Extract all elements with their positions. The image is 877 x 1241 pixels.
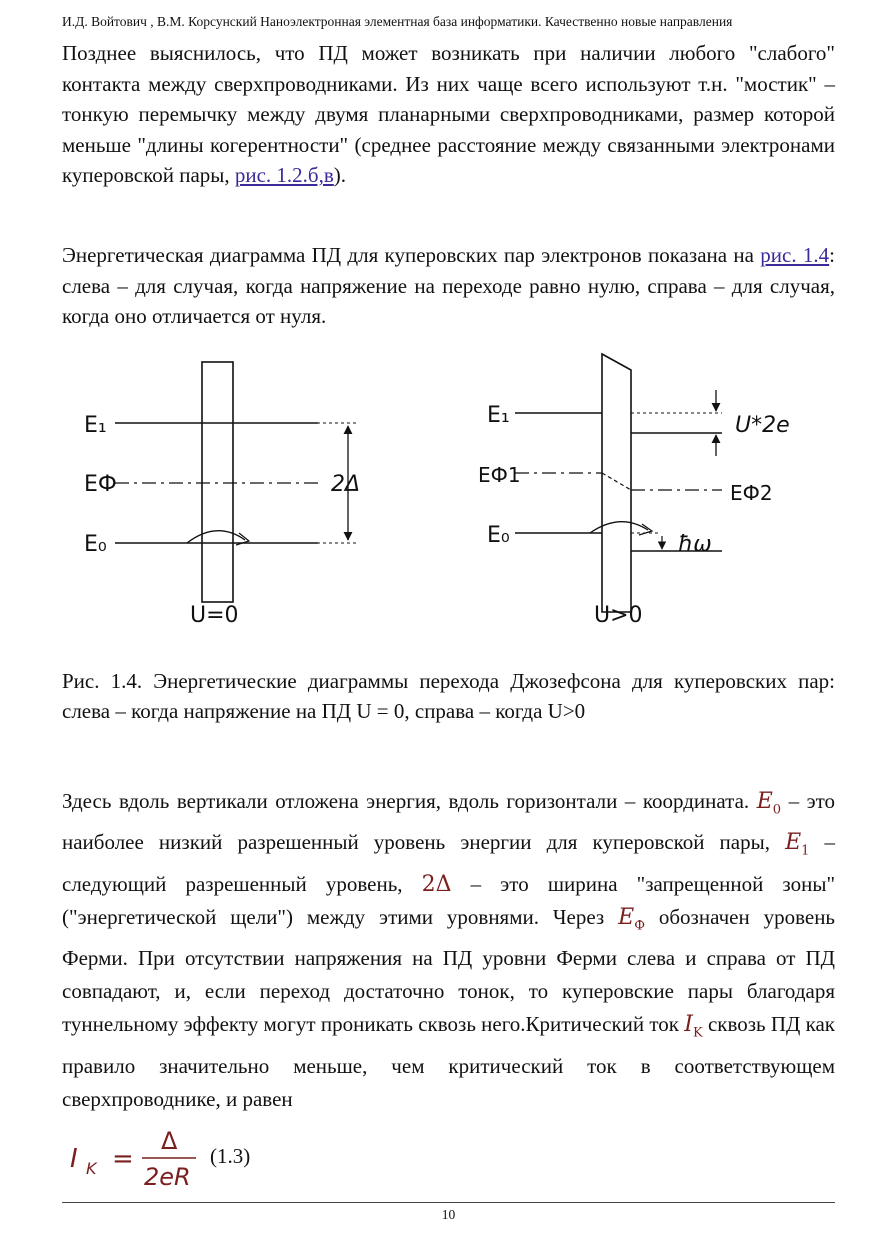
p3-s2: – это наиболее низкий разрешенный уровень энергии для куперовской пары,: [62, 789, 836, 855]
equation-number: (1.3): [210, 1144, 251, 1168]
label-e1-left: E₁: [84, 413, 107, 438]
figure-link-1-2[interactable]: рис. 1.2.б,в: [234, 163, 334, 187]
diagram-left: [115, 362, 361, 602]
label-ef1-right: EФ1: [478, 463, 521, 487]
label-gap: 2Δ: [331, 472, 361, 497]
barrier-left: [202, 362, 233, 602]
label-ef2-right: EФ2: [730, 481, 773, 505]
math-e1-base: E: [785, 830, 802, 856]
paragraph-2: [62, 240, 835, 332]
label-u2e: U*2e: [735, 413, 790, 438]
p3-s6: сквозь ПД как правило значительно меньше, чем критический ток в соответствующем сверхпроводнике, и равен: [62, 1012, 836, 1111]
paragraph-3: [62, 785, 835, 1116]
paragraph-2-post: : слева – для случая, когда напряжение на переходе равно нулю, справа – для случая, когда оно отличается от нуля.: [62, 243, 836, 328]
label-e0-left: E₀: [84, 532, 107, 557]
formula-eq: =: [112, 1144, 134, 1174]
label-u-zero: U=0: [190, 603, 239, 628]
barrier-right: [602, 354, 631, 612]
running-header: И.Д. Войтович , В.М. Корсунский Наноэлектронная элементная база информатики. Качественно новые направления: [62, 14, 733, 29]
figure-caption: Рис. 1.4. Энергетические диаграммы перехода Джозефсона для куперовских пар: слева – когда напряжение на ПД U = 0, справа – когда U>0: [62, 669, 835, 723]
energy-diagram-figure: [0, 340, 877, 650]
math-e0-base: E: [756, 789, 773, 814]
math-e1: [785, 830, 810, 859]
paragraph-1-tail: ).: [333, 163, 347, 187]
math-e1-sub: 1: [801, 843, 810, 859]
formula-lhs: I: [70, 1144, 78, 1174]
label-e1-right: E₁: [487, 403, 510, 428]
math-ik-base: I: [684, 1012, 693, 1038]
formula-num: Δ: [161, 1127, 178, 1155]
footer-rule: [62, 1202, 835, 1203]
paragraph-1-text: Позднее выяснилось, что ПД может возникать при наличии любого "слабого" контакта между сверхпроводниками. Из них чаще всего используют т.н. "мостик" – тонкую перемычку между двумя планарными сверхпроводниками, размер которой меньше "длины когерентности" (среднее расстояние между связанными электронами куперовской пары,: [62, 41, 835, 187]
label-e0-right: E₀: [487, 523, 510, 548]
math-e0-sub: 0: [772, 802, 782, 818]
p3-s3: – следующий разрешенный уровень,: [62, 830, 835, 896]
p3-s4: – это ширина "запрещенной зоны" ("энергетической щели") между этими уровнями. Через: [62, 871, 836, 929]
math-ik: [684, 1012, 703, 1041]
diagram-right: [515, 354, 722, 612]
math-ef: [618, 904, 645, 934]
p3-s5: обозначен уровень Ферми. При отсутствии напряжения на ПД уровни Ферми слева и справа от ПД совпадают, и, если переход достаточно тонок, то куперовские пары благодаря туннельному эффекту могут проникать сквозь него.Критический ток: [62, 904, 836, 1037]
figure-link-1-4[interactable]: рис. 1.4: [760, 243, 830, 267]
math-ik-sub: K: [692, 1025, 703, 1041]
label-hw: ħω: [678, 532, 712, 557]
p3-s1: Здесь вдоль вертикали отложена энергия, вдоль горизонтали – координата.: [62, 789, 750, 813]
formula-lhs-sub: K: [86, 1159, 97, 1178]
formula-den: 2eR: [144, 1163, 191, 1189]
label-u-positive: U>0: [594, 603, 643, 628]
formula-1-3: [66, 1125, 206, 1189]
math-e0: [756, 789, 782, 818]
math-ef-base: E: [618, 904, 635, 930]
paragraph-2-pre: Энергетическая диаграмма ПД для куперовских пар электронов показана на: [62, 243, 754, 267]
page-number: 10: [441, 1207, 456, 1222]
math-2delta: 2Δ: [421, 871, 452, 897]
paragraph-1: [62, 38, 835, 191]
label-ef-left: EФ: [84, 472, 117, 497]
math-ef-sub: Ф: [634, 918, 645, 934]
